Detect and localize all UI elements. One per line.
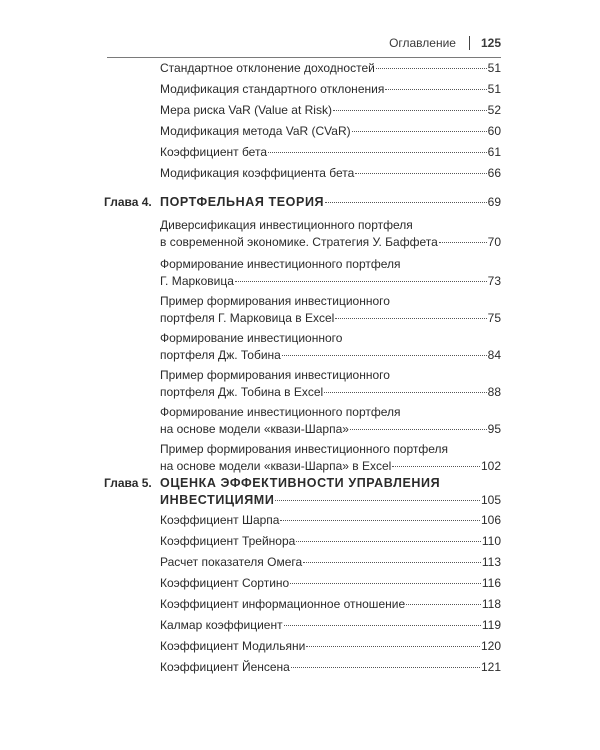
toc-entry-title-line: портфеля Дж. Тобина в Excel: [160, 385, 324, 399]
leader-dots: [303, 562, 481, 563]
header-page-number: 125: [480, 36, 501, 50]
toc-chapter-5[interactable]: [104, 475, 501, 509]
leader-dots: [284, 625, 481, 626]
leader-dots: [335, 318, 486, 319]
leader-dots: [291, 667, 480, 668]
leader-dots: [268, 152, 487, 153]
toc-entry[interactable]: [160, 123, 501, 140]
toc-entry[interactable]: [160, 575, 501, 592]
toc-entry-page: 75: [487, 311, 501, 325]
toc-entry-title-line: портфеля Г. Марковица в Excel: [160, 311, 335, 325]
toc-entry-title-line: Формирование инвестиционного портфеля: [160, 257, 401, 271]
toc-entry-page: 106: [480, 513, 501, 527]
toc-entry-page: 60: [487, 124, 501, 138]
toc-entry[interactable]: [160, 165, 501, 182]
toc-entry[interactable]: [160, 81, 501, 98]
toc-entry-page: 105: [480, 493, 501, 507]
chapter-title-line: ОЦЕНКА ЭФФЕКТИВНОСТИ УПРАВЛЕНИЯ: [160, 476, 441, 490]
toc-entry[interactable]: [160, 659, 501, 676]
toc-entry-page: 51: [487, 82, 501, 96]
toc-entry-title-line: на основе модели «квази-Шарпа» в Excel: [160, 459, 392, 473]
toc-entry-title-line: Пример формирования инвестиционного: [160, 294, 390, 308]
toc-entry[interactable]: [160, 144, 501, 161]
toc-entry-page: 70: [487, 235, 501, 249]
leader-dots: [280, 520, 480, 521]
toc-entry[interactable]: [160, 293, 501, 327]
header-separator: [469, 36, 470, 50]
toc-entry-title: Стандартное отклонение доходностей: [160, 61, 375, 75]
toc-entry[interactable]: [160, 60, 501, 77]
header-section-title: Оглавление: [389, 36, 456, 50]
chapter-title-line: ИНВЕСТИЦИЯМИ: [160, 493, 275, 507]
toc-entry-title: Коэффициент Трейнора: [160, 534, 296, 548]
toc-entry[interactable]: [160, 617, 501, 634]
toc-entry-title: Коэффициент информационное отношение: [160, 597, 406, 611]
toc-entry-page: 88: [487, 385, 501, 399]
toc-entry[interactable]: [160, 330, 501, 364]
toc-entry-page: 118: [481, 597, 501, 611]
toc-entry[interactable]: [160, 441, 501, 475]
leader-dots: [355, 173, 486, 174]
toc-entry-page: 102: [480, 459, 501, 473]
toc-entry[interactable]: [160, 367, 501, 401]
toc-entry-title: Коэффициент Йенсена: [160, 660, 290, 674]
leader-dots: [296, 541, 481, 542]
toc-entry-title: Калмар коэффициент: [160, 618, 283, 632]
leader-dots: [376, 68, 487, 69]
toc-entry-title: Коэффициент бета: [160, 145, 267, 159]
toc-entry-page: 84: [487, 348, 501, 362]
toc-entry-title-line: в современной экономике. Стратегия У. Баффета: [160, 235, 438, 249]
toc-entry-title: Модификация коэффициента бета: [160, 166, 355, 180]
toc-entry-page: 51: [487, 61, 501, 75]
toc-entry-title: Расчет показателя Омега: [160, 555, 303, 569]
leader-dots: [275, 500, 480, 501]
leader-dots: [392, 466, 480, 467]
toc-entry[interactable]: [160, 404, 501, 438]
toc-entry-title: Модификация метода VaR (CVaR): [160, 124, 351, 138]
toc-entry[interactable]: [160, 512, 501, 529]
header-rule: [107, 57, 501, 58]
toc-entry[interactable]: [160, 102, 501, 119]
toc-entry-title-line: Пример формирования инвестиционного: [160, 368, 390, 382]
toc-entry-page: 73: [487, 274, 501, 288]
toc-entry[interactable]: [160, 554, 501, 571]
toc-entry-title-line: Пример формирования инвестиционного портфеля: [160, 442, 448, 456]
toc-entry-page: 61: [487, 145, 501, 159]
toc-entry-page: 113: [481, 555, 501, 569]
leader-dots: [333, 110, 487, 111]
leader-dots: [325, 202, 487, 203]
toc-entry-page: 121: [480, 660, 501, 674]
toc-entry-title: Мера риска VaR (Value at Risk): [160, 103, 332, 117]
toc-chapter-4[interactable]: [104, 194, 501, 211]
chapter-label: Глава 5.: [104, 476, 152, 490]
leader-dots: [350, 429, 487, 430]
toc-entry[interactable]: [160, 638, 501, 655]
toc-entry-title-line: Г. Марковица: [160, 274, 234, 288]
toc-entry-page: 116: [481, 576, 501, 590]
toc-entry-page: 52: [487, 103, 501, 117]
toc-entry-title: Коэффициент Сортино: [160, 576, 290, 590]
toc-entry-page: 110: [481, 534, 501, 548]
leader-dots: [235, 281, 487, 282]
toc-entry-page: 120: [480, 639, 501, 653]
running-header: [389, 36, 501, 50]
toc-entry-title-line: Диверсификация инвестиционного портфеля: [160, 218, 413, 232]
leader-dots: [439, 242, 487, 243]
toc-entry-title: Коэффициент Шарпа: [160, 513, 280, 527]
leader-dots: [282, 355, 487, 356]
toc-entry-title-line: Формирование инвестиционного: [160, 331, 343, 345]
chapter-title: ПОРТФЕЛЬНАЯ ТЕОРИЯ: [160, 195, 325, 209]
toc-entry[interactable]: [160, 596, 501, 613]
toc-entry[interactable]: [160, 533, 501, 550]
toc-entry-page: 119: [481, 618, 501, 632]
toc-entry[interactable]: [160, 217, 501, 251]
leader-dots: [306, 646, 480, 647]
leader-dots: [324, 392, 486, 393]
toc-entry[interactable]: [160, 256, 501, 290]
toc-entry-page: 66: [487, 166, 501, 180]
toc-entry-page: 69: [487, 195, 501, 209]
leader-dots: [290, 583, 481, 584]
toc-entry-title: Коэффициент Модильяни: [160, 639, 306, 653]
leader-dots: [385, 89, 486, 90]
leader-dots: [352, 131, 487, 132]
toc-entry-title-line: портфеля Дж. Тобина: [160, 348, 281, 362]
toc-entry-title-line: на основе модели «квази-Шарпа»: [160, 422, 349, 436]
toc-entry-title: Модификация стандартного отклонения: [160, 82, 385, 96]
chapter-label: Глава 4.: [104, 195, 152, 209]
toc-entry-page: 95: [487, 422, 501, 436]
toc-entry-title-line: Формирование инвестиционного портфеля: [160, 405, 401, 419]
leader-dots: [406, 604, 481, 605]
